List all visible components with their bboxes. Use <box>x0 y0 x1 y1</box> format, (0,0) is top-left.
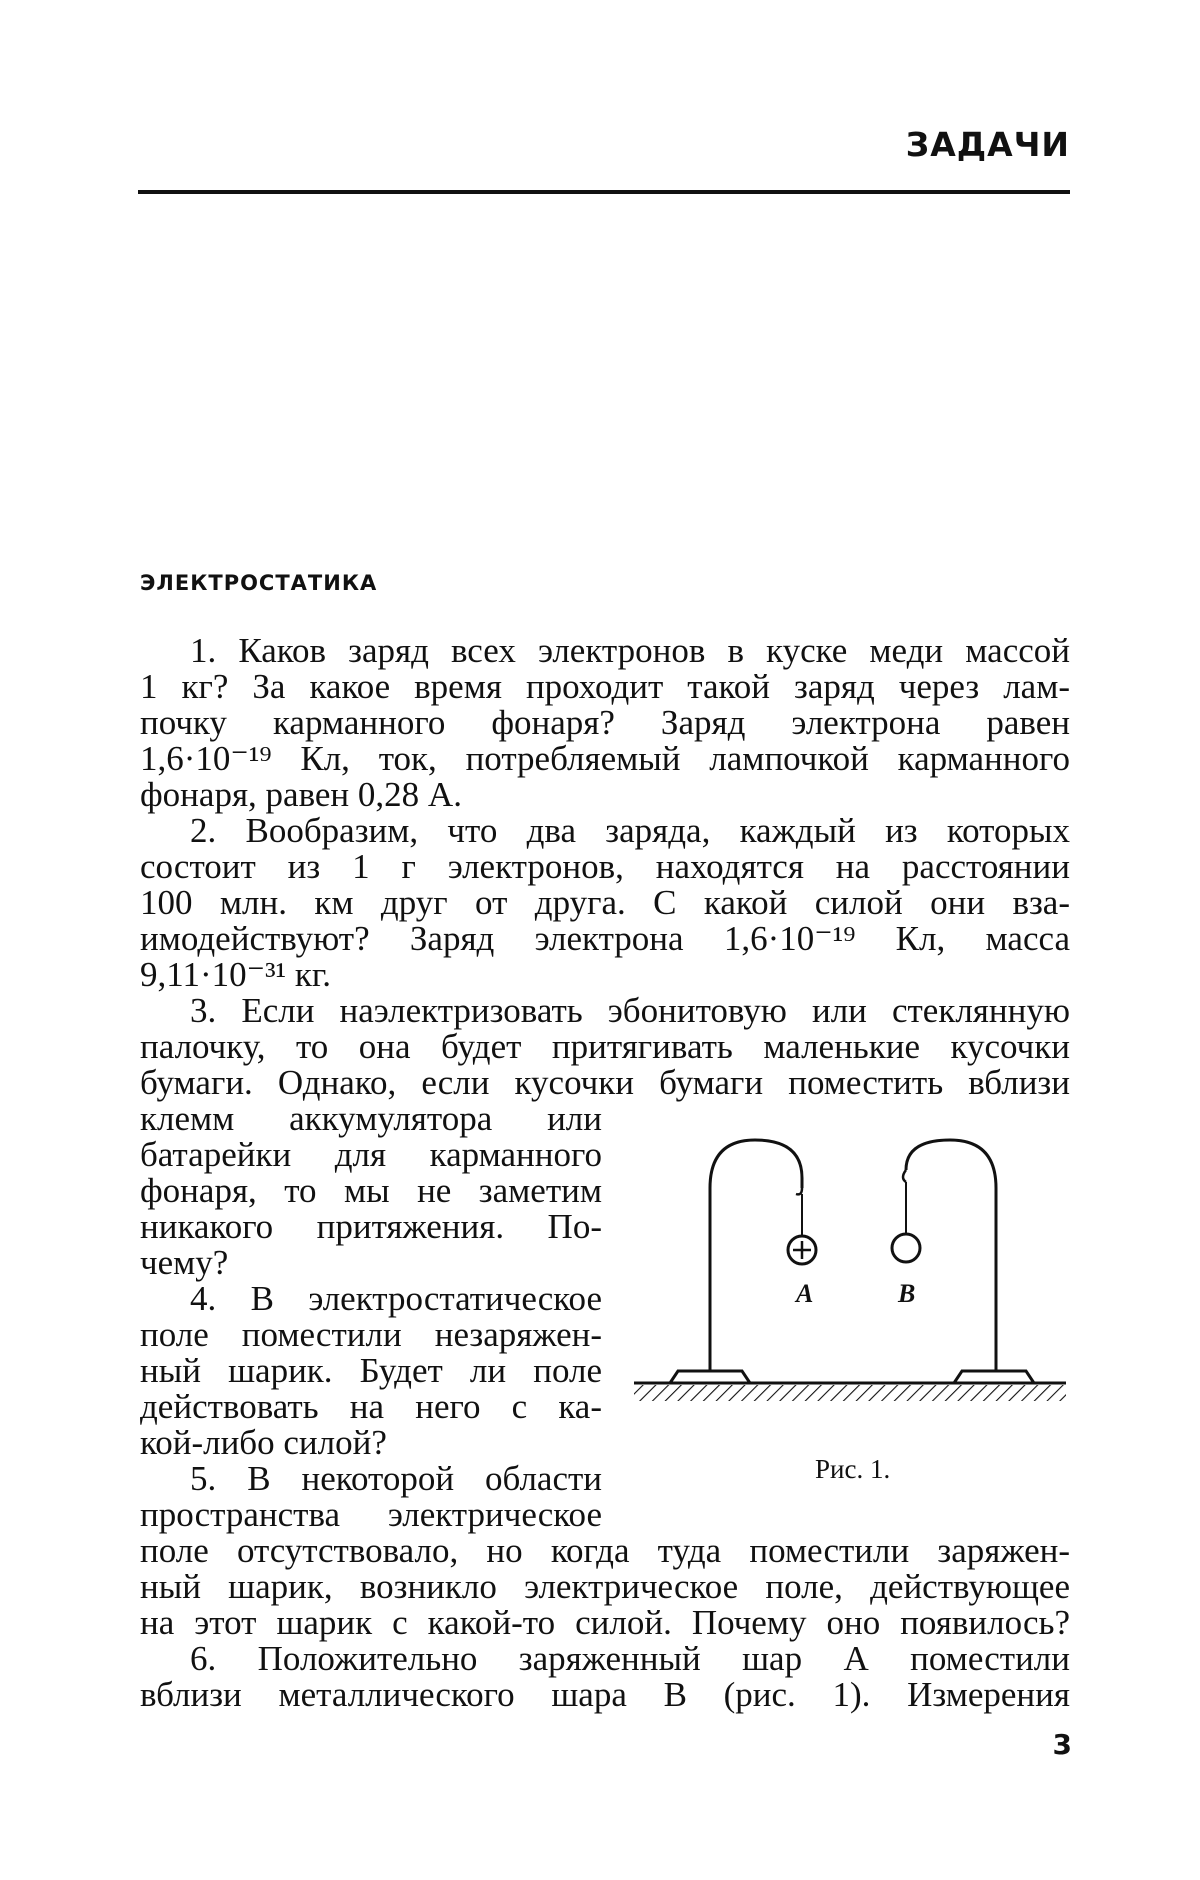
hook-right-icon <box>903 1170 906 1182</box>
label-b: В <box>898 1279 916 1308</box>
text-line: ный шарик, возникло электрическое поле, действующее <box>140 1567 1070 1606</box>
text-line: ный шарик. Будет ли поле <box>140 1351 602 1390</box>
text-line: фонаря, равен 0,28 А. <box>140 775 462 814</box>
text-line: на этот шарик с какой-то силой. Почему оно появилось? <box>140 1603 1070 1642</box>
text-line: 1,6·10⁻¹⁹ Кл, ток, потребляемый лампочкой карманного <box>140 739 1070 778</box>
text-line: действовать на него с ка- <box>140 1387 602 1426</box>
text-line: 1. Каков заряд всех электронов в куске меди массой <box>190 631 1070 670</box>
text-line: 100 млн. км друг от друга. С какой силой они вза- <box>140 883 1070 922</box>
text-line: батарейки для карманного <box>140 1135 602 1174</box>
section-title: ЭЛЕКТРОСТАТИКА <box>140 571 378 595</box>
text-line: поле отсутствовало, но когда туда поместили заряжен- <box>140 1531 1070 1570</box>
text-line: вблизи металлического шара В (рис. 1). Измерения <box>140 1675 1070 1714</box>
text-line: 1 кг? За какое время проходит такой заряд через лам- <box>140 667 1070 706</box>
figure-two-spheres <box>630 1130 1070 1420</box>
text-line: почку карманного фонаря? Заряд электрона равен <box>140 703 1070 742</box>
text-line: имодействуют? Заряд электрона 1,6·10⁻¹⁹ Кл, масса <box>140 919 1070 958</box>
label-a: А <box>796 1279 814 1308</box>
text-line: клемм аккумулятора или <box>140 1099 602 1138</box>
header-rule <box>138 190 1070 194</box>
text-line: чему? <box>140 1243 229 1282</box>
text-line: 3. Если наэлектризовать эбонитовую или стеклянную <box>190 991 1070 1030</box>
text-line: 2. Вообразим, что два заряда, каждый из которых <box>190 811 1070 850</box>
stand-base-left <box>670 1371 750 1383</box>
text-line: 5. В некоторой области <box>190 1459 602 1498</box>
text-line: фонаря, то мы не заметим <box>140 1171 602 1210</box>
text-line: 6. Положительно заряженный шар А поместили <box>190 1639 1070 1678</box>
text-line: пространства электрическое <box>140 1495 602 1534</box>
ground-surface <box>634 1383 1066 1401</box>
sphere-b-metal <box>892 1234 920 1262</box>
text-line: состоит из 1 г электронов, находятся на расстоянии <box>140 847 1070 886</box>
text-line: поле поместили незаряжен- <box>140 1315 602 1354</box>
text-line: никакого притяжения. По- <box>140 1207 602 1246</box>
page-number: 3 <box>1052 1728 1072 1761</box>
running-header: ЗАДАЧИ <box>905 125 1070 164</box>
text-line: бумаги. Однако, если кусочки бумаги поместить вблизи <box>140 1063 1070 1102</box>
text-line: 9,11·10⁻³¹ кг. <box>140 955 331 994</box>
text-line: кой-либо силой? <box>140 1423 387 1462</box>
hook-left-icon <box>796 1188 802 1194</box>
figure-caption: Рис. 1. <box>815 1454 891 1484</box>
text-line: палочку, то она будет притягивать маленькие кусочки <box>140 1027 1070 1066</box>
text-line: 4. В электростатическое <box>190 1279 602 1318</box>
stand-base-right <box>954 1371 1034 1383</box>
